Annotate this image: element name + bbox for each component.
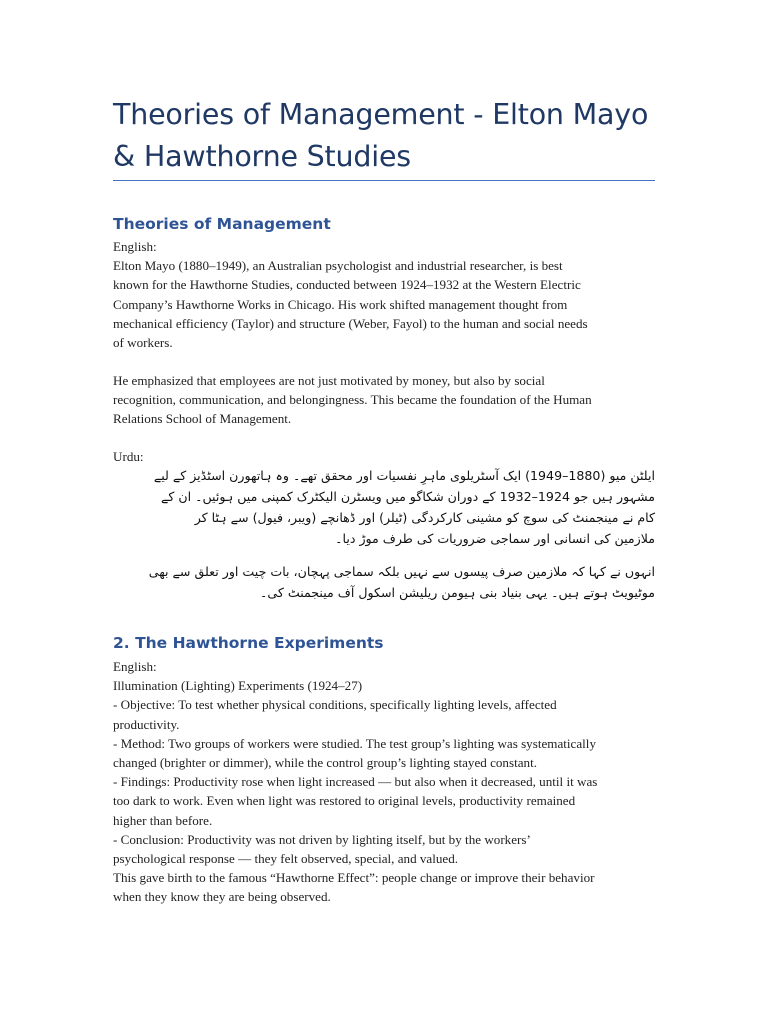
paragraph-line: He emphasized that employees are not just motivated by money, but also by social <box>113 373 545 388</box>
urdu-paragraph-1 <box>113 465 655 549</box>
paragraph-line: when they know they are being observed. <box>113 889 331 905</box>
paragraph-line: known for the Hawthorne Studies, conducted between 1924–1932 at the Western Electric <box>113 277 581 293</box>
section-heading-hawthorne: 2. The Hawthorne Experiments <box>113 634 384 652</box>
paragraph-line: - Method: Two groups of workers were studied. The test group’s lighting was systematically <box>113 735 596 751</box>
paragraph-line: Company’s Hawthorne Works in Chicago. His work shifted management thought from <box>113 296 568 312</box>
section2-english-block <box>113 657 658 907</box>
paragraph-line: Relations School of Management. <box>113 411 292 427</box>
paragraph-line: This gave birth to the famous “Hawthorne Effect”: people change or improve their behavior <box>113 870 595 886</box>
title-line-1: Theories of Management - Elton Mayo <box>113 98 649 131</box>
paragraph-line: Illumination (Lighting) Experiments (1924–27) <box>113 678 363 694</box>
section-heading-theories: Theories of Management <box>113 215 331 233</box>
paragraph-line: - Findings: Productivity rose when light increased — but also when it decreased, until it was <box>113 774 598 790</box>
paragraph-line: psychological response — they felt observed, special, and valued. <box>113 851 459 867</box>
paragraph-line: higher than before. <box>113 812 213 828</box>
paragraph-line: mechanical efficiency (Taylor) and structure (Weber, Fayol) to the human and social needs <box>113 315 588 331</box>
urdu-paragraph-2 <box>113 561 655 603</box>
urdu-line: موٹیویٹ ہوتے ہیں۔ یہی بنیاد بنی ہیومن ریلیشن اسکول آف مینجمنٹ کی۔ <box>259 585 655 600</box>
urdu-line: ملازمین کی انسانی اور سماجی ضروریات کی طرف موڑ دیا۔ <box>335 531 655 546</box>
title-line-2: & Hawthorne Studies <box>113 140 411 173</box>
urdu-line: مشہور ہیں جو 1924–1932 کے دوران شکاگو میں ویسٹرن الیکٹرک کمپنی میں ہوئیں۔ ان کے <box>160 489 655 504</box>
english-label: English: <box>113 659 157 674</box>
urdu-label: Urdu: <box>113 449 144 464</box>
paragraph-line: changed (brighter or dimmer), while the control group’s lighting stayed constant. <box>113 755 537 771</box>
paragraph-line: of workers. <box>113 335 173 351</box>
urdu-line: کام نے مینجمنٹ کی سوچ کو مشینی کارکردگی (ٹیلر) اور ڈھانچے (ویبر، فیول) سے ہٹا کر <box>194 510 655 525</box>
paragraph-line: productivity. <box>113 716 180 732</box>
paragraph-line: - Conclusion: Productivity was not driven by lighting itself, but by the workers’ <box>113 831 531 847</box>
section1-paragraph-2 <box>113 371 658 429</box>
english-label: English: <box>113 239 157 254</box>
page-title <box>113 94 673 178</box>
paragraph-line: - Objective: To test whether physical conditions, specifically lighting levels, affected <box>113 697 557 713</box>
paragraph-line: recognition, communication, and belongingness. This became the foundation of the Human <box>113 392 592 408</box>
title-divider <box>113 180 655 181</box>
urdu-line: ایلٹن میو (1880–1949) ایک آسٹریلوی ماہرِ نفسیات اور محقق تھے۔ وہ ہاتھورن اسٹڈیز کے لیے <box>153 468 655 483</box>
paragraph-line: too dark to work. Even when light was restored to original levels, productivity remained <box>113 793 576 809</box>
paragraph-line: Elton Mayo (1880–1949), an Australian psychologist and industrial researcher, is best <box>113 258 563 274</box>
urdu-line: انہوں نے کہا کہ ملازمین صرف پیسوں سے نہیں بلکہ سماجی پہچان، بات چیت اور تعلق سے بھی <box>148 564 655 579</box>
section1-english-block <box>113 237 658 352</box>
